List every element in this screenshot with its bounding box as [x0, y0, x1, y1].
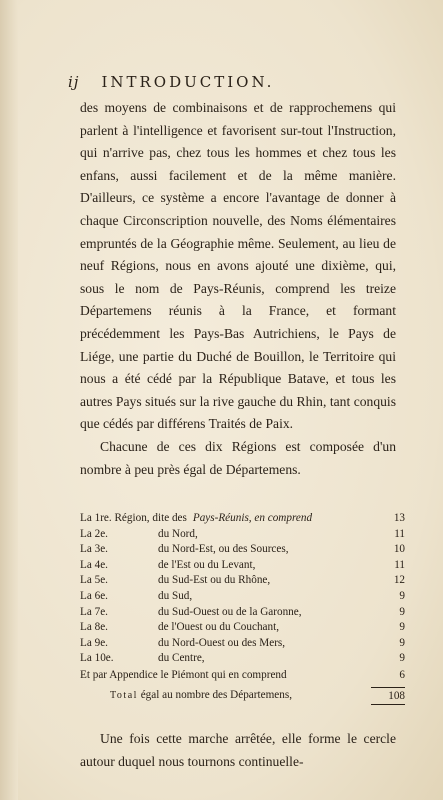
region-count: 13 [393, 512, 405, 524]
region-desc: du Centre, [158, 652, 205, 665]
paragraph-2: Chacune de ces dix Régions est composée d'un nombre à peu près égal de Départemens. [80, 438, 396, 477]
region-count: 9 [399, 636, 405, 649]
region-label: La 8e. [80, 621, 108, 634]
region-count: 9 [399, 589, 405, 602]
total-label: Total [110, 689, 138, 701]
region-count: 10 [393, 543, 405, 556]
region-label: La 5e. [80, 574, 108, 587]
appendix-count: 6 [399, 668, 405, 681]
region-count: 11 [394, 527, 405, 540]
appendix-row [80, 667, 405, 683]
region-label: La 10e. [80, 652, 114, 665]
page-number: ij [68, 73, 80, 91]
region-row [80, 589, 405, 605]
header-title: INTRODUCTION. [101, 73, 275, 91]
region-desc: du Sud, [158, 589, 193, 602]
region-label: La 7e. [80, 605, 108, 618]
running-header [68, 73, 380, 91]
region-row [80, 605, 405, 621]
region-count: 9 [399, 605, 405, 618]
region-label: La 1re. Région, dite des [80, 512, 187, 524]
paragraph-1: des moyens de combinaisons et de rapprochemens qui parlent à l'intelligence et favorisent sur-tout l'Instruction, qui n'arrive pas, chez tous les hommes et chez tous les enfans, aussi facilement et de la même manière. D'ailleurs, ce système a encore l'avantage de donner à chaque Circonscription nouvelle, des Noms élémentaires empruntés de la Géographie même. Seulement, au lieu de neuf Régions, nous en avons ajouté une dixième, qui, sous le nom de Pays-Réunis, comprend les treize Départemens réunis à la France, et formant précédemment les Pays-Bas Autrichiens, le Pays de Liége, une partie du Duché de Bouillon, le Territoire qui nous a été cédé par la République Batave, et tous les autres Pays situés sur la rive gauche du Rhin, tant conquis que cédés par différens Traités de Paix. [80, 100, 396, 432]
region-desc: du Nord-Ouest ou des Mers, [158, 636, 286, 649]
region-label: La 4e. [80, 558, 108, 571]
total-desc [80, 685, 371, 705]
regions-table [80, 511, 405, 705]
closing-paragraph: Une fois cette marche arrêtée, elle forme le cercle autour duquel nous tournons continuelle- [80, 731, 396, 769]
region-desc: du Sud-Est ou du Rhône, [158, 574, 271, 587]
region-count: 9 [399, 652, 405, 665]
region-desc: du Nord-Est, ou des Sources, [158, 543, 289, 556]
region-row [80, 527, 405, 543]
region-row [80, 620, 405, 636]
region-label: La 3e. [80, 543, 108, 556]
region-count: 9 [399, 621, 405, 634]
region-row [80, 636, 405, 652]
total-count: 108 [371, 687, 405, 705]
region-desc: de l'Ouest ou du Couchant, [158, 621, 280, 634]
region-row [80, 651, 405, 667]
region-desc: du Sud-Ouest ou de la Garonne, [158, 605, 302, 618]
region-count: 11 [394, 558, 405, 571]
region-row [80, 542, 405, 558]
region-desc: Pays-Réunis, en comprend [192, 512, 313, 524]
total-row [80, 685, 405, 705]
region-desc: du Nord, [158, 527, 198, 540]
total-text: égal au nombre des Départemens, [140, 688, 292, 701]
region-row [80, 511, 405, 527]
body-text [80, 97, 396, 481]
region-label: La 6e. [80, 589, 108, 602]
region-desc: de l'Est ou du Levant, [158, 558, 256, 571]
appendix-desc: Et par Appendice le Piémont qui en comprend [80, 668, 287, 681]
region-row [80, 573, 405, 589]
region-row [80, 558, 405, 574]
region-label: La 9e. [80, 636, 108, 649]
region-count: 12 [393, 574, 405, 587]
region-label: La 2e. [80, 527, 108, 540]
page-binding-shadow [0, 0, 18, 800]
